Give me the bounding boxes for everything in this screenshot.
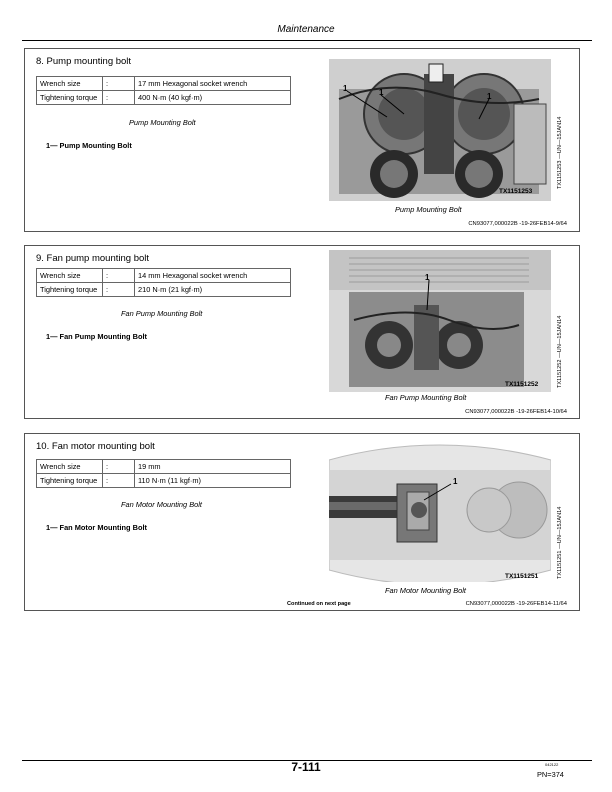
figure-caption-left: Fan Pump Mounting Bolt	[121, 309, 203, 318]
spec-key: Tightening torque	[37, 283, 103, 297]
spec-table	[36, 76, 291, 105]
callout-number: 1	[379, 88, 384, 97]
document-reference: CN93077,000022B -19-26FEB14-10/64	[465, 409, 567, 415]
callout-number: 1	[343, 84, 348, 93]
page-header-title: Maintenance	[277, 24, 335, 35]
spec-key: Wrench size	[37, 269, 103, 283]
spec-colon: :	[103, 283, 135, 297]
table-row	[37, 283, 291, 297]
callout-legend: 1— Pump Mounting Bolt	[46, 141, 132, 150]
section-title: 9. Fan pump mounting bolt	[36, 253, 150, 264]
table-row	[37, 474, 291, 488]
callout-number: 1	[453, 477, 458, 486]
section-fan-pump-mounting-bolt	[24, 245, 580, 419]
spec-colon: :	[103, 77, 135, 91]
fan-pump-photo	[329, 250, 551, 392]
spec-colon: :	[103, 474, 135, 488]
spec-colon: :	[103, 91, 135, 105]
section-fan-motor-mounting-bolt	[24, 433, 580, 611]
spec-table	[36, 268, 291, 297]
figure-caption-right: Fan Pump Mounting Bolt	[385, 393, 467, 402]
section-pump-mounting-bolt	[24, 48, 580, 232]
spec-value: 400 N·m (40 kgf·m)	[135, 91, 291, 105]
footer-code: 042122	[545, 762, 559, 767]
section-title: 10. Fan motor mounting bolt	[36, 441, 155, 452]
section-title: 8. Pump mounting bolt	[36, 56, 132, 67]
spec-key: Wrench size	[37, 77, 103, 91]
table-row	[37, 460, 291, 474]
header-divider	[22, 40, 592, 41]
spec-key: Tightening torque	[37, 91, 103, 105]
spec-key: Wrench size	[37, 460, 103, 474]
spec-value: 14 mm Hexagonal socket wrench	[135, 269, 291, 283]
page-number: 7-111	[291, 760, 321, 774]
photo-id: TX1151253	[499, 188, 533, 195]
callout-legend: 1— Fan Motor Mounting Bolt	[46, 523, 147, 532]
document-reference: CN93077,000022B -19-26FEB14-9/64	[468, 221, 567, 227]
vertical-photo-id: TX1151252 —UN—15JAN14	[557, 315, 563, 388]
page-pn: PN=374	[537, 770, 564, 779]
table-row	[37, 77, 291, 91]
continued-note: Continued on next page	[287, 601, 351, 607]
figure-caption-right: Fan Motor Mounting Bolt	[385, 586, 466, 595]
photo-id: TX1151251	[505, 573, 539, 580]
figure-caption-right: Pump Mounting Bolt	[395, 205, 462, 214]
vertical-photo-id: TX1151251 —UN—15JAN14	[557, 506, 563, 579]
figure-caption-left: Fan Motor Mounting Bolt	[121, 500, 202, 509]
spec-key: Tightening torque	[37, 474, 103, 488]
table-row	[37, 269, 291, 283]
photo-id: TX1151252	[505, 381, 539, 388]
spec-value: 210 N·m (21 kgf·m)	[135, 283, 291, 297]
callout-number: 1	[487, 92, 492, 101]
spec-value: 110 N·m (11 kgf·m)	[135, 474, 291, 488]
callout-legend: 1— Fan Pump Mounting Bolt	[46, 332, 147, 341]
document-reference: CN93077,000022B -19-26FEB14-11/64	[465, 601, 567, 607]
table-row	[37, 91, 291, 105]
spec-colon: :	[103, 269, 135, 283]
callout-number: 1	[425, 273, 430, 282]
spec-value: 19 mm	[135, 460, 291, 474]
vertical-photo-id: TX1151253 —UN—15JAN14	[557, 116, 563, 189]
spec-value: 17 mm Hexagonal socket wrench	[135, 77, 291, 91]
pump-photo	[329, 59, 551, 201]
fan-motor-photo	[329, 440, 551, 582]
spec-table	[36, 459, 291, 488]
spec-colon: :	[103, 460, 135, 474]
figure-caption-left: Pump Mounting Bolt	[129, 118, 196, 127]
